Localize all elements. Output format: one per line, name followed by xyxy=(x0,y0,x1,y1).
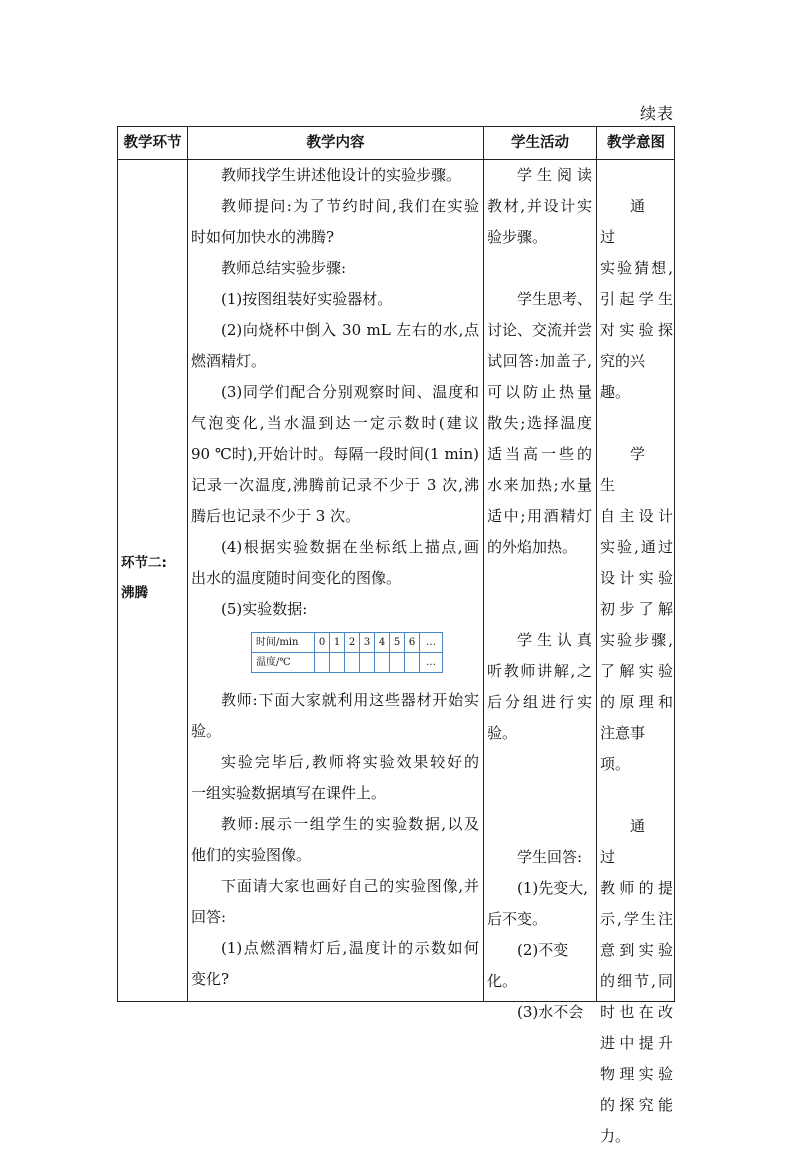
intent-line: 通 过 xyxy=(600,197,661,246)
activity-line: 的外焰加热。 xyxy=(487,538,578,556)
content-line: 教师找学生讲述他设计的实验步骤。 xyxy=(221,166,462,184)
content-line: 下面请大家也画好自己的实验图像,并 xyxy=(221,877,479,895)
intent-line: 设计实验 xyxy=(600,569,673,587)
intent-line: 实验猜想, xyxy=(600,259,673,277)
intent-line: 进中提升 xyxy=(600,1034,673,1052)
time-cell: 5 xyxy=(390,633,405,653)
teaching-intent-column xyxy=(598,160,674,1152)
header-stage: 教学环节 xyxy=(123,135,182,151)
content-line: 时如何加快水的沸腾? xyxy=(191,228,335,246)
activity-line: 学生回答: xyxy=(517,848,583,866)
activity-line: 适当高一些的 xyxy=(487,445,592,463)
intent-line: 了解实验 xyxy=(600,662,673,680)
content-line: 回答: xyxy=(191,908,227,926)
activity-line: 后不变。 xyxy=(487,910,548,928)
intent-line: 力。 xyxy=(600,1127,631,1145)
intent-line: 的细节,同 xyxy=(600,972,673,990)
content-line: (3)同学们配合分别观察时间、温度和 xyxy=(221,383,479,401)
activity-line: 学生阅读 xyxy=(517,166,592,184)
temperature-cell xyxy=(405,653,420,673)
content-line: 变化? xyxy=(191,970,230,988)
activity-line: 验步骤。 xyxy=(487,228,548,246)
content-column xyxy=(189,160,481,995)
intent-line: 引起学生 xyxy=(600,290,673,308)
section-label-line1: 环节二: xyxy=(121,555,167,571)
section-label-line2: 沸腾 xyxy=(121,585,148,601)
temperature-label: 温度/℃ xyxy=(252,653,315,673)
intent-line: 自主设计 xyxy=(600,507,673,525)
activity-line: 验。 xyxy=(487,724,518,742)
continued-label: 续表 xyxy=(640,104,675,123)
activity-line: 学生思考、 xyxy=(517,290,593,308)
time-cell: 6 xyxy=(405,633,420,653)
content-line: 气泡变化,当水温到达一定示数时(建议 xyxy=(191,414,479,432)
content-line: 教师总结实验步骤: xyxy=(221,259,347,277)
time-cell: 4 xyxy=(375,633,390,653)
activity-line: 适中;用酒精灯 xyxy=(487,507,592,525)
intent-line: 学 生 xyxy=(600,445,661,494)
content-line: 90 ℃时),开始计时。每隔一段时间(1 min) xyxy=(191,445,479,463)
col-divider xyxy=(483,127,484,1001)
content-line: 一组实验数据填写在课件上。 xyxy=(191,784,387,802)
col-divider xyxy=(187,127,188,1001)
intent-line: 的原理和 xyxy=(600,693,673,711)
lesson-plan-table xyxy=(117,126,675,1145)
activity-line: 学生认真 xyxy=(517,631,592,649)
activity-line: 可以防止热量 xyxy=(487,383,592,401)
time-cell: 0 xyxy=(315,633,330,653)
time-label: 时间/min xyxy=(252,633,315,653)
activity-line: 水来加热;水量 xyxy=(487,476,592,494)
temperature-ellipsis: … xyxy=(420,653,443,673)
header-teaching-intent: 教学意图 xyxy=(607,135,665,151)
content-line: 他们的实验图像。 xyxy=(191,846,312,864)
intent-line: 物理实验 xyxy=(600,1065,673,1083)
intent-line: 注意事项。 xyxy=(600,724,646,773)
content-line: 出水的温度随时间变化的图像。 xyxy=(191,569,402,587)
activity-line: 教材,并设计实 xyxy=(487,197,592,215)
content-line: 验。 xyxy=(191,722,222,740)
temperature-cell xyxy=(330,653,345,673)
intent-line: 实验步骤, xyxy=(600,631,673,649)
intent-line: 实验,通过 xyxy=(600,538,673,556)
temperature-cell xyxy=(390,653,405,673)
temperature-row xyxy=(252,653,443,673)
time-row xyxy=(252,633,443,653)
header-content: 教学内容 xyxy=(306,135,365,151)
intent-line: 对实验探 xyxy=(600,321,673,339)
temperature-cell xyxy=(360,653,375,673)
temperature-cell xyxy=(315,653,330,673)
time-cell: 1 xyxy=(330,633,345,653)
content-line: (4)根据实验数据在坐标纸上描点,画 xyxy=(221,538,479,556)
time-cell: 2 xyxy=(345,633,360,653)
experiment-data-table xyxy=(251,632,443,673)
activity-line: 后分组进行实 xyxy=(487,693,592,711)
time-ellipsis: … xyxy=(420,633,443,653)
content-line: (5)实验数据: xyxy=(221,600,308,618)
content-line: 燃酒精灯。 xyxy=(191,352,267,370)
time-cell: 3 xyxy=(360,633,375,653)
content-line: 实验完毕后,教师将实验效果较好的 xyxy=(221,753,479,771)
activity-line: 听教师讲解,之 xyxy=(487,662,592,680)
activity-line: 散失;选择温度 xyxy=(487,414,592,432)
content-line: (2)向烧杯中倒入 30 mL 左右的水,点 xyxy=(221,321,479,339)
content-line: 教师:展示一组学生的实验数据,以及 xyxy=(221,815,479,833)
activity-line: 讨论、交流并尝 xyxy=(487,321,593,339)
content-line: (1)按图组装好实验器材。 xyxy=(221,290,393,308)
activity-line: (3)水不会 xyxy=(517,1003,584,1021)
intent-line: 究的兴趣。 xyxy=(600,352,646,401)
activity-line: (1)先变大, xyxy=(517,879,589,897)
content-line: (1)点燃酒精灯后,温度计的示数如何 xyxy=(221,939,479,957)
activity-line: (2)不变化。 xyxy=(487,941,569,990)
intent-line: 通 过 xyxy=(600,817,661,866)
student-activity-column xyxy=(485,160,593,1028)
intent-line: 意到实验 xyxy=(600,941,673,959)
temperature-cell xyxy=(345,653,360,673)
content-line: 教师:下面大家就利用这些器材开始实 xyxy=(221,691,479,709)
experiment-data-table-wrap xyxy=(191,625,479,685)
content-line: 教师提问:为了节约时间,我们在实验 xyxy=(221,197,479,215)
content-line: 腾后也记录不少于 3 次。 xyxy=(191,507,361,525)
intent-line: 初步了解 xyxy=(600,600,673,618)
header-student-activity: 学生活动 xyxy=(511,135,569,151)
section-label xyxy=(121,548,185,608)
intent-line: 教师的提 xyxy=(600,879,673,897)
intent-line: 时也在改 xyxy=(600,1003,673,1021)
activity-line: 试回答:加盖子, xyxy=(487,352,592,370)
intent-line: 的探究能 xyxy=(600,1096,673,1114)
intent-line: 示,学生注 xyxy=(600,910,673,928)
content-line: 记录一次温度,沸腾前记录不少于 3 次,沸 xyxy=(191,476,479,494)
col-divider xyxy=(596,127,597,1001)
temperature-cell xyxy=(375,653,390,673)
